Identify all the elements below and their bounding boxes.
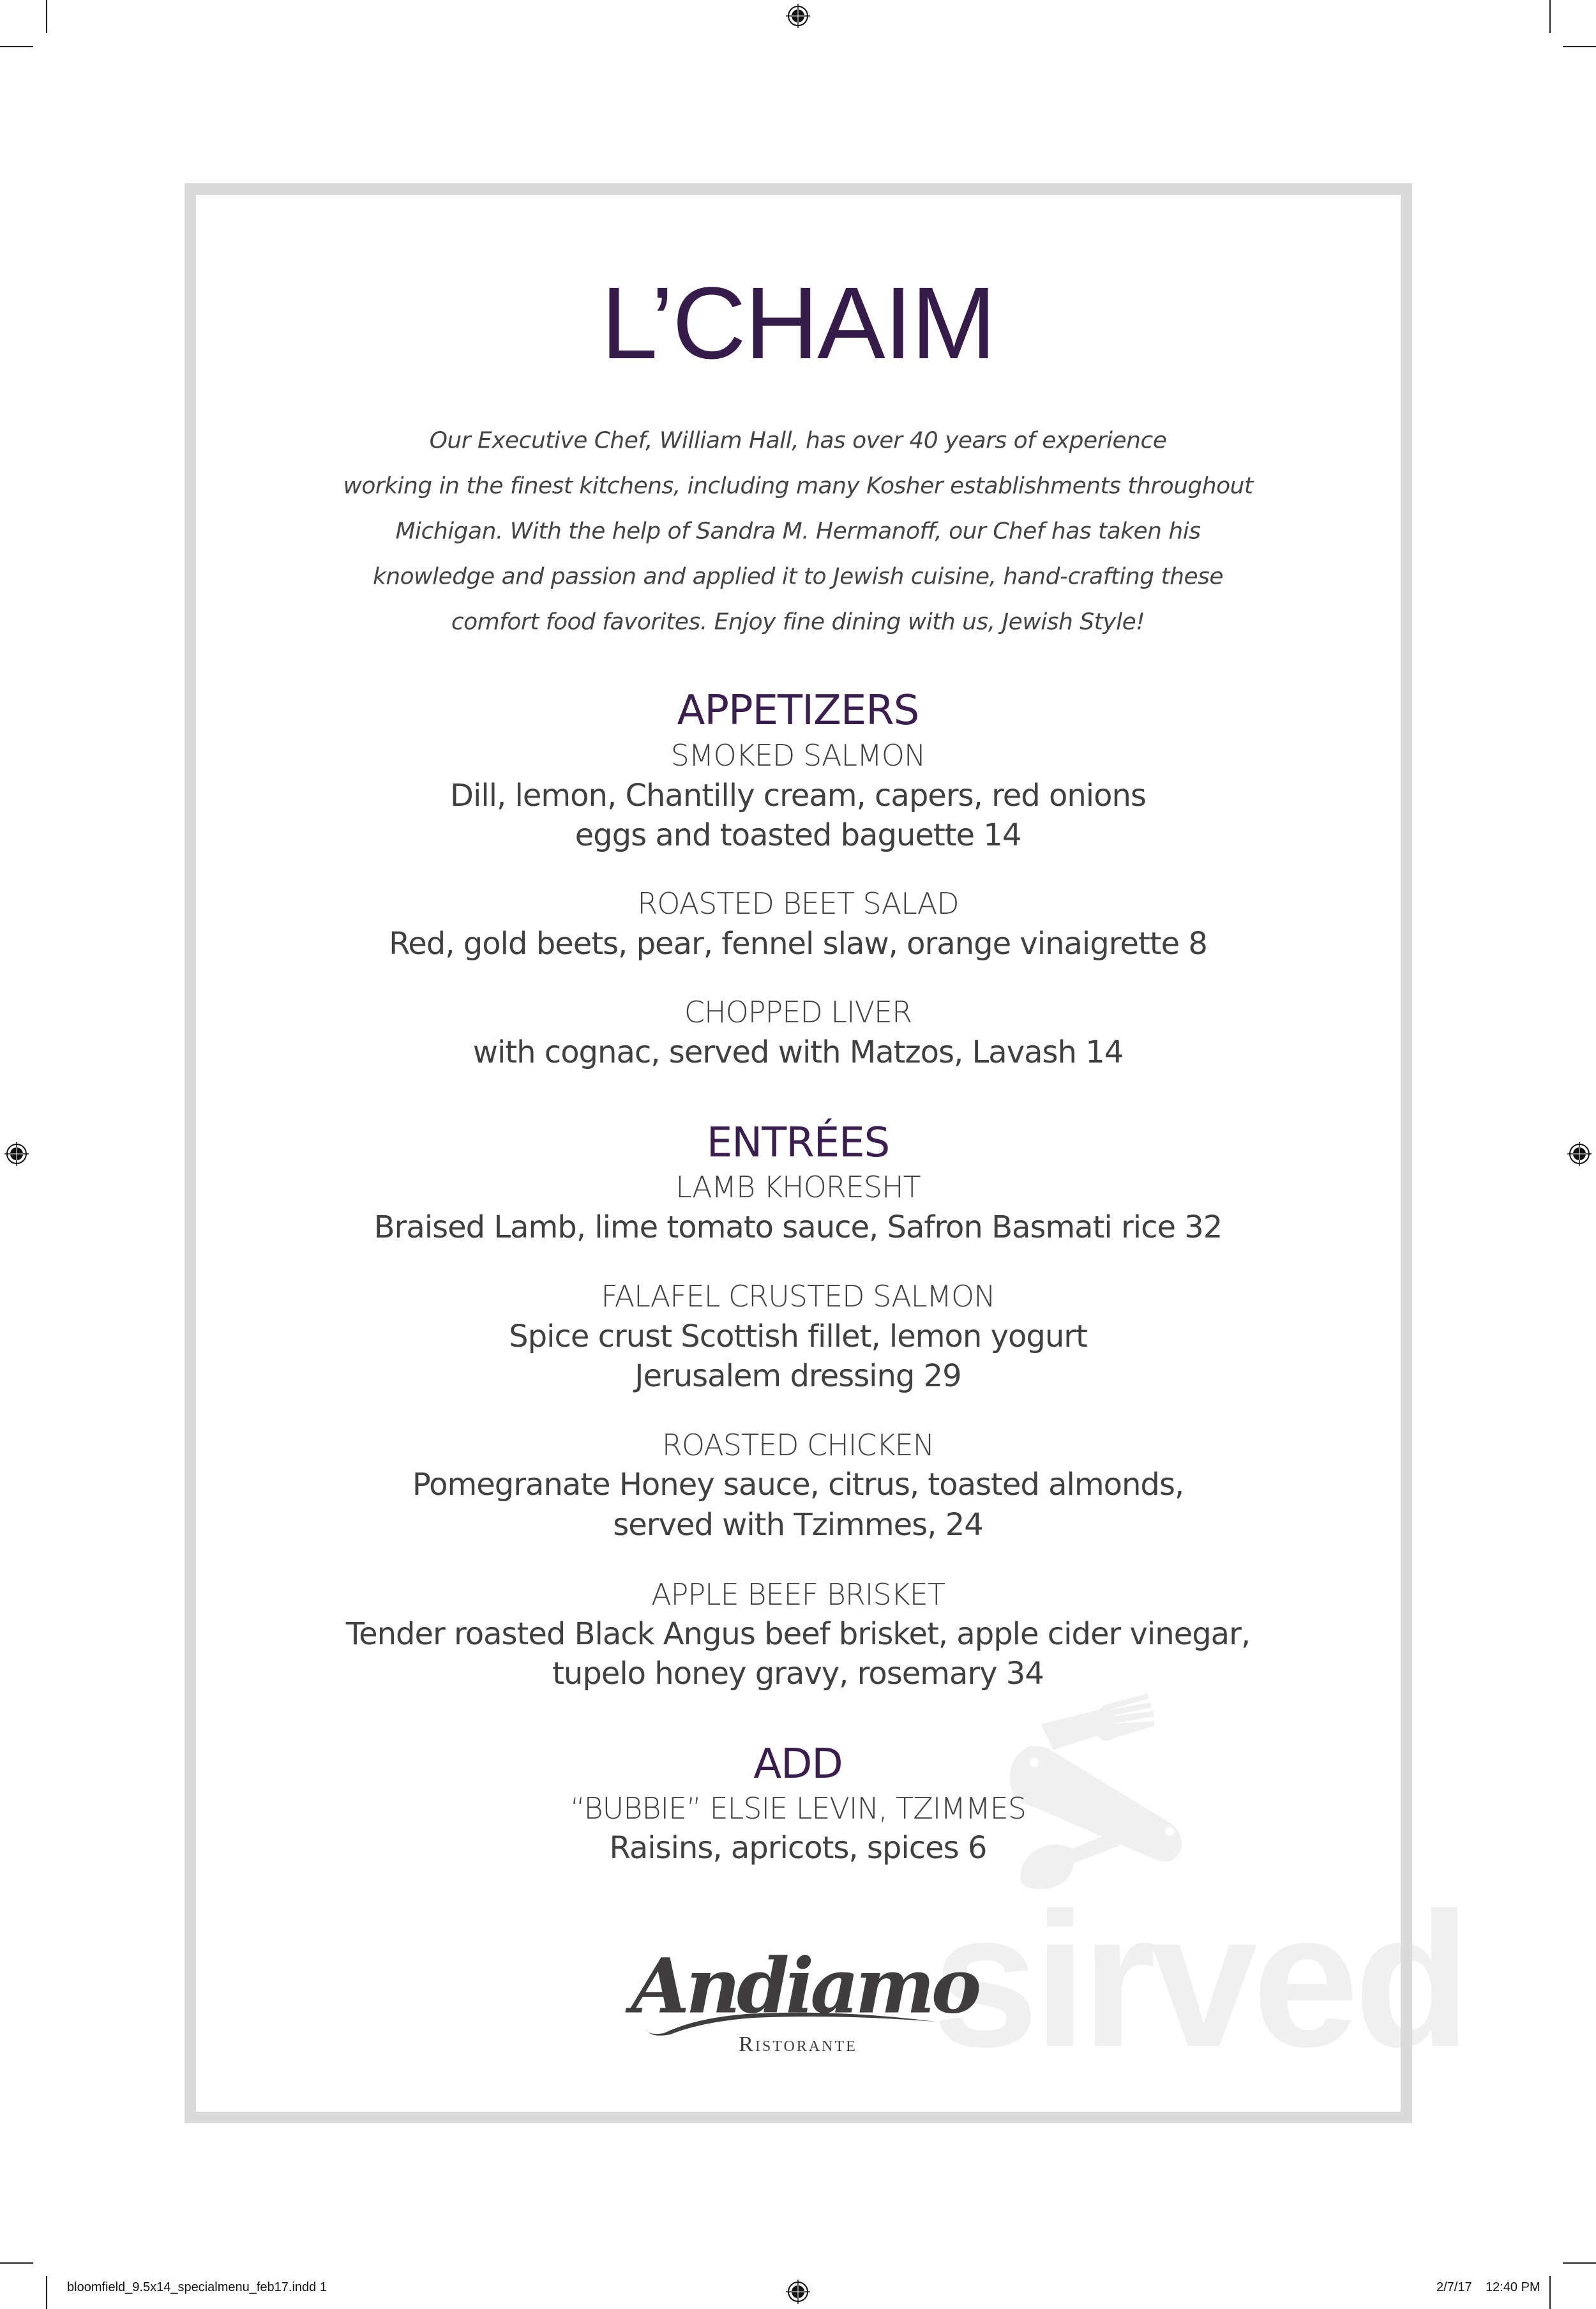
print-slug-date: 2/7/17 [1436, 2280, 1472, 2294]
menu-item-description: Dill, lemon, Chantilly cream, capers, red onions [450, 778, 1146, 814]
intro-line: knowledge and passion and applied it to Jewish cuisine, hand-crafting these [372, 563, 1223, 590]
menu-item-description: served with Tzimmes, 24 [613, 1507, 983, 1543]
intro-line: working in the finest kitchens, including many Kosher establishments throughout [343, 473, 1253, 499]
intro-line: Michigan. With the help of Sandra M. Hermanoff, our Chef has taken his [395, 518, 1201, 545]
crop-mark-top-left-horizontal [0, 46, 33, 47]
intro-line: Our Executive Chef, William Hall, has over 40 years of experience [429, 427, 1167, 454]
section-heading-add: ADD [753, 1741, 843, 1788]
menu-item-description: tupelo honey gravy, rosemary 34 [552, 1656, 1044, 1692]
menu-title: L’CHAIM [601, 266, 995, 380]
andiamo-logo-subtitle: Ristorante [739, 2033, 857, 2056]
crop-mark-bottom-left-horizontal [0, 2262, 33, 2264]
menu-item-description: with cognac, served with Matzos, Lavash 14 [472, 1034, 1124, 1070]
menu-item-name: CHOPPED LIVER [684, 995, 912, 1029]
menu-item-name: FALAFEL CRUSTED SALMON [601, 1279, 995, 1313]
menu-item-description: Braised Lamb, lime tomato sauce, Safron Basmati rice 32 [373, 1209, 1223, 1245]
menu-item-description: Pomegranate Honey sauce, citrus, toasted almonds, [412, 1467, 1184, 1503]
watermark-text: sirved [932, 1872, 1466, 2087]
registration-mark-icon [786, 2280, 810, 2304]
crop-mark-top-right-vertical [1549, 0, 1551, 33]
section-heading-appetizers: APPETIZERS [677, 687, 919, 734]
menu-item-description: Red, gold beets, pear, fennel slaw, orange vinaigrette 8 [389, 926, 1207, 962]
intro-line: comfort food favorites. Enjoy fine dining with us, Jewish Style! [451, 609, 1145, 635]
menu-item-description: Raisins, apricots, spices 6 [609, 1830, 987, 1866]
menu-item-description: Jerusalem dressing 29 [635, 1358, 961, 1394]
crop-mark-top-right-horizontal [1563, 46, 1596, 47]
menu-item-name: APPLE BEEF BRISKET [651, 1577, 945, 1612]
slug-divider-left [46, 2276, 47, 2309]
crop-mark-top-left-vertical [46, 0, 47, 33]
menu-item-name: SMOKED SALMON [670, 738, 926, 773]
menu-item-description: Spice crust Scottish fillet, lemon yogurt [509, 1319, 1087, 1354]
menu-item-name: LAMB KHORESHT [675, 1170, 921, 1204]
section-heading-entrees: ENTRÉES [706, 1119, 890, 1167]
menu-item-name: ROASTED CHICKEN [661, 1428, 935, 1462]
print-slug-filename: bloomfield_9.5x14_specialmenu_feb17.indd 1 [67, 2280, 327, 2294]
menu-item-description: eggs and toasted baguette 14 [575, 817, 1021, 853]
print-slug-time: 12:40 PM [1486, 2280, 1540, 2294]
registration-mark-icon [786, 4, 810, 28]
andiamo-logo-script: Andiamo [631, 1941, 978, 2031]
crop-mark-bottom-right-vertical [1549, 2276, 1551, 2309]
menu-item-description: Tender roasted Black Angus beef brisket, apple cider vinegar, [345, 1616, 1251, 1652]
menu-item-name: ROASTED BEET SALAD [637, 886, 959, 921]
menu-item-name: “BUBBIE” ELSIE LEVIN, TZIMMES [570, 1791, 1026, 1826]
crop-mark-bottom-right-horizontal [1563, 2262, 1596, 2264]
